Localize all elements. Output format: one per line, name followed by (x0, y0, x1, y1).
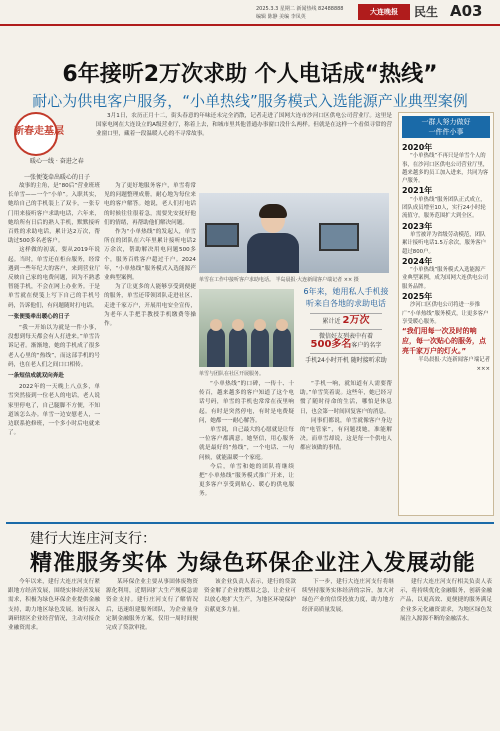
calls-label: 累计近 (322, 318, 341, 325)
article-column-1: 故事的主角，是“80后”营业班班长单雪——一个“小单”。入职其实，她给自己的手机装上了双卡，一张专门用来接听客户求助电话，六年来，她给所有日后的熟人手机，默默接听百姓的求助电话，累计达2万次，帮助过500多名老客户。 这样做的初衷，要从2019年说起。当时，单雪还在柜台服务，经常遇到一些年纪大的客户，来到营业厅反映自己家的电费问题，因为不熟悉智能手机，不会在网上办业务。于是单雪就在便笺上写下自己的手机号码，告诉他们，有问题随时打电话。 一张便笺牵出暖心的日子 “我一开始以为就是一件小事，没想到每天都会有人打进来。”单雪告诉记者。渐渐地，她的手机成了很多老人心里的“热线”，而这部手机的号码，也在老人们之间口口相传。 一条短信成就双向奔赴 2022年的一天晚上八点多，单雪突然接到一位老人的电话，老人说家里停电了，自己腿脚不方便，不知道该怎么办。单雪一边安慰老人，一边联系抢修班，一个多小时后电就来了。 (8, 183, 100, 437)
main-subhead: 耐心为供电客户服务，“小单热线”服务模式入选能源产业典型案例 (32, 92, 468, 110)
article-column-2: 为了更好地服务客户，单雪将常见的问题整理成册，耐心地为每位来电的客户解答。她说，老人们打电话的时候往往很着急，需要先安抚好他们的情绪，再帮助他们解决问题。 作为“小单热线”的发起人，单雪所在的团队在六年里累计接听电话2万余次，帮助解决用电问题500多个，服务百姓客户超过千户。2024年，“小单热线”服务模式入选能源产业典型案例。 为了让更多的人能够享受到便捷的服务，单雪还带领团队走进社区、走进千家万户，开展用电安全宣传，为老年人手把手教授手机缴费等操作。 (104, 183, 196, 328)
masthead-bar (0, 0, 500, 26)
article2-kicker: 建行大连庄河支行： (30, 531, 156, 547)
photo2-caption: 单雪与团队在社区开展服务。 (199, 371, 265, 377)
timeline-year: 2020年 (402, 143, 433, 152)
section-name: 民生 (414, 5, 439, 19)
sidebar-title: 一群人努力做好 一件件小事 (402, 116, 490, 138)
article-column-3: “小单热线”的口碑，一传十、十传百，越来越多的客户知道了这个电话号码，单雪的手机也常常在夜里响起。有时是突然停电，有时是电费疑问，她都一一耐心解答。 单雪说，自己最大的心愿就是让每一位客户都满意。她坚信，用心服务就是最好的“热线”，一个电话、一句问候，就能温暖一个家庭。 今后，单雪和她的团队将继续把“小单热线”服务模式推广开来，让更多客户享受到贴心、暖心的供电服务。 (199, 381, 294, 498)
column-logo: 新春走基层 (14, 126, 64, 137)
main-headline: 6年接听2万次求助 个人电话成“热线” (62, 62, 438, 87)
byline: 一张便笺牵出暖心的日子 (24, 174, 91, 181)
subsection-heading-2: 一条短信成就双向奔赴 (8, 373, 64, 380)
customers-label: 微信好友列表中有着 (318, 333, 373, 340)
stats-intro: 6年来，她用私人手机接听来自各地的求助电话 (303, 287, 389, 308)
photo-team (199, 289, 294, 367)
date-line: 2025.3.3 星期二 新闻热线 82488888 (256, 6, 344, 12)
article2-column-4: 下一步，建行大连庄河支行将继续坚持服务实体经济的宗旨，加大对绿色产业的信贷投放力度，助力地方经济高质量发展。 (302, 579, 394, 613)
article2-column-2: 某环保企业主要从事固体废物资源化利用，近期因扩大生产规模急需资金支持。建行庄河支行了解情况后，迅速组建服务团队，为企业量身定制金融服务方案，仅用一周时间便完成了贷款审批。 (106, 579, 198, 632)
column-logo-sub: 暖心一线 · 奋进之春 (30, 158, 84, 165)
article2-column-5: 建行大连庄河支行相关负责人表示，将持续优化金融服务，创新金融产品，以更高效、更便捷的服务满足企业多元化融资需求，为地区绿色发展注入源源不断的金融活水。 (400, 579, 492, 622)
article-column-4: “手机一响，就知道有人需要帮助。”单雪笑着说。这些年，她已经习惯了随时待命的生活，哪怕是休息日，也会第一时间回复客户的消息。 同事们都说，单雪就像客户身边的“电管家”，有问题找她，准能解决。而单雪却说，这是每一个供电人都应该做的事情。 (300, 381, 392, 452)
timeline-year: 2025年 (402, 292, 433, 302)
calls-value: 2万次 (342, 315, 370, 326)
stats-panel (300, 286, 392, 365)
section-divider (6, 522, 494, 524)
editors-line: 编辑 陈静 美编 李凤英 (256, 14, 306, 20)
sidebar-credit: 半岛晨报·大连新闻客户端记者 ××× (418, 357, 490, 372)
sidebar-quote: “我们用每一次及时的响应，每一次贴心的服务，点亮千家万户的灯火。” (402, 327, 486, 356)
timeline-year: 2024年 (402, 256, 433, 266)
article2-column-3: 该企业负责人表示，建行的贷款资金解了企业的燃眉之急，让企业可以放心地扩大生产，为地区环境保护贡献更多力量。 (204, 579, 296, 613)
photo-agent-at-desk (199, 193, 389, 273)
lead-paragraph: 3月1日，农历正月十二，街头春意的年味还未完全消散，记者走进了国网大连市沙河口区供电公司营业厅。这里是国家电网在大连设立的A级营业厅，称着上去，和城市里其他普通办事窗口没什么两样。但就是在这样一个看似寻常的营业窗口里，藏着一段温暖人心的不寻常故事。 (96, 113, 392, 138)
sidebar-timeline: 2020年 “小单热线”不再只是单雪个人的事，在沙河口区供电公司营业厅里，越来越多的员工加入进来，共同为客户服务。 2021年 “小单热线”服务团队正式成立，团队成员增至10人，实行24小时轮流值守，服务范围扩大到全区。 2023年 单雪被评为省级劳动模范，团队累计接听电话1.5万余次，服务客户超过800户。 2024年 “小单热线”服务模式入选能源产业典型案例，成为国网大连供电公司服务品牌。 2025年 沙河口区供电公司将进一步推广“小单热线”服务模式，让更多客户享受暖心服务。 “我们用每一次及时的响应，每一次贴心的服务，点亮千家万户的灯火。” 半岛晨报·大连新闻客户端记者 ××× (402, 143, 490, 372)
subsection-heading-1: 一张便笺牵出暖心的日子 (8, 313, 70, 320)
timeline-year: 2021年 (402, 186, 433, 196)
article2-headline: 精准服务实体 为绿色环保企业注入发展动能 (30, 551, 476, 576)
article2-column-1: 今年以来，建行大连庄河支行紧跟地方经济发展，围绕实体经济发展需求，积极为绿色环保企业提供金融支持，助力地区绿色发展。该行深入调研辖区企业经营情况，主动对接企业融资需求。 (8, 579, 100, 632)
customers-value: 500多名 (310, 339, 352, 350)
photo1-caption: 单雪在工作中接听客户求助电话。 半岛晨报·大连新闻客户端记者 ×× 摄 (199, 277, 359, 283)
customers-suffix: 客户的名字 (351, 342, 382, 349)
hours-text: 手机24小时开机 随时接听求助 (305, 357, 387, 364)
page-number: A03 (450, 2, 483, 20)
paper-name: 大连晚报 (358, 4, 410, 20)
timeline-year: 2023年 (402, 221, 433, 231)
